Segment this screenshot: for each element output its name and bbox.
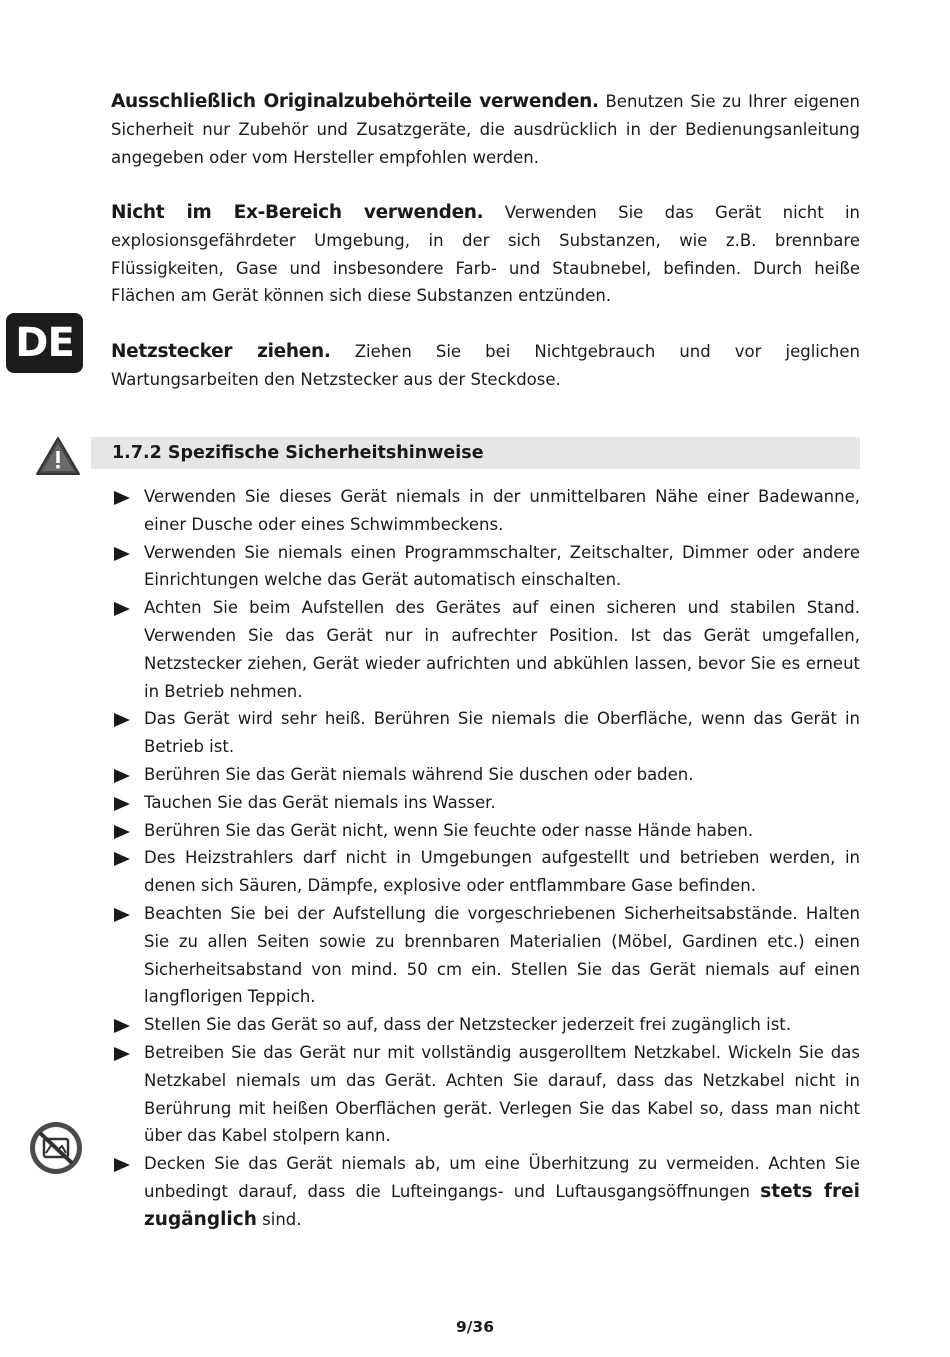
- bullet-arrow-icon: [114, 547, 130, 561]
- paragraph-original-accessories: [111, 88, 860, 171]
- paragraph-lead: Nicht im Ex-Bereich verwenden.: [111, 202, 484, 223]
- page-number: 9/36: [455, 1318, 495, 1336]
- paragraph-lead: Ausschließlich Originalzubehörteile verwenden.: [111, 91, 599, 112]
- bullet-arrow-icon: [114, 908, 130, 922]
- bullet-arrow-icon: [114, 825, 130, 839]
- language-badge: DE: [6, 313, 83, 373]
- paragraph-text: Ziehen Sie bei Nichtgebrauch und vor jeglichen Wartungsarbeiten den Netzstecker aus der Steckdose.: [111, 342, 860, 389]
- list-item: Das Gerät wird sehr heiß. Berühren Sie niemals die Oberfläche, wenn das Gerät in Betrieb ist.: [112, 705, 860, 761]
- bullet-arrow-icon: [114, 602, 130, 616]
- list-item: Stellen Sie das Gerät so auf, dass der Netzstecker jederzeit frei zugänglich ist.: [112, 1011, 860, 1039]
- paragraph-ex-area: [111, 199, 860, 310]
- bullet-arrow-icon: [114, 1158, 130, 1172]
- list-item: Verwenden Sie niemals einen Programmschalter, Zeitschalter, Dimmer oder andere Einrichtungen welche das Gerät automatisch einschalten.: [112, 539, 860, 595]
- section-title: 1.7.2 Spezifische Sicherheitshinweise: [112, 443, 484, 463]
- list-item: Berühren Sie das Gerät nicht, wenn Sie feuchte oder nasse Hände haben.: [112, 817, 860, 845]
- list-item: Achten Sie beim Aufstellen des Gerätes auf einen sicheren und stabilen Stand. Verwenden Sie das Gerät nur in aufrechter Position. Ist das Gerät umgefallen, Netzstecker ziehen, Gerät wieder aufrichten und abkühlen lassen, bevor Sie es erneut in Betrieb nehmen.: [112, 594, 860, 705]
- safety-list: [112, 483, 860, 1234]
- do-not-cover-icon: [28, 1120, 84, 1176]
- list-item: Berühren Sie das Gerät niemals während Sie duschen oder baden.: [112, 761, 860, 789]
- bullet-arrow-icon: [114, 713, 130, 727]
- bullet-arrow-icon: [114, 797, 130, 811]
- bullet-arrow-icon: [114, 852, 130, 866]
- list-item: Betreiben Sie das Gerät nur mit vollständig ausgerolltem Netzkabel. Wickeln Sie das Netzkabel niemals um das Gerät. Achten Sie darauf, dass das Netzkabel nicht in Berührung mit heißen Oberflächen gerät. Verlegen Sie das Kabel so, dass man nicht über das Kabel stolpern kann.: [112, 1039, 860, 1150]
- list-item: Beachten Sie bei der Aufstellung die vorgeschriebenen Sicherheitsabstände. Halten Sie zu allen Seiten sowie zu brennbaren Materialien (Möbel, Gardinen etc.) einen Sicherheitsabstand von mind. 50 cm ein. Stellen Sie das Gerät niemals auf einen langflorigen Teppich.: [112, 900, 860, 1011]
- list-item: Verwenden Sie dieses Gerät niemals in der unmittelbaren Nähe einer Badewanne, einer Dusche oder eines Schwimmbeckens.: [112, 483, 860, 539]
- bullet-arrow-icon: [114, 491, 130, 505]
- bullet-arrow-icon: [114, 769, 130, 783]
- emphasis-text: stets frei zugänglich: [144, 1180, 860, 1230]
- warning-triangle-icon: [35, 436, 81, 476]
- list-item-do-not-cover: Decken Sie das Gerät niemals ab, um eine Überhitzung zu vermeiden. Achten Sie unbedingt darauf, dass die Lufteingangs- und Luftausgangsöffnungen stets frei zugänglich sind.: [112, 1150, 860, 1233]
- paragraph-lead: Netzstecker ziehen.: [111, 341, 331, 362]
- bullet-arrow-icon: [114, 1047, 130, 1061]
- paragraph-text: Verwenden Sie das Gerät nicht in explosionsgefährdeter Umgebung, in der sich Substanzen, wie z.B. brennbare Flüssigkeiten, Gase und insbesondere Farb- und Staubnebel, befinden. Durch heiße Flächen am Gerät können sich diese Substanzen entzünden.: [111, 203, 860, 306]
- list-item: Tauchen Sie das Gerät niemals ins Wasser.: [112, 789, 860, 817]
- section-heading: [91, 437, 860, 469]
- bullet-arrow-icon: [114, 1019, 130, 1033]
- paragraph-unplug: [111, 338, 860, 394]
- paragraph-text: Benutzen Sie zu Ihrer eigenen Sicherheit nur Zubehör und Zusatzgeräte, die ausdrücklich in der Bedienungsanleitung angegeben oder vom Hersteller empfohlen werden.: [111, 92, 861, 167]
- list-item: Des Heizstrahlers darf nicht in Umgebungen aufgestellt und betrieben werden, in denen sich Säuren, Dämpfe, explosive oder entflammbare Gase befinden.: [112, 844, 860, 900]
